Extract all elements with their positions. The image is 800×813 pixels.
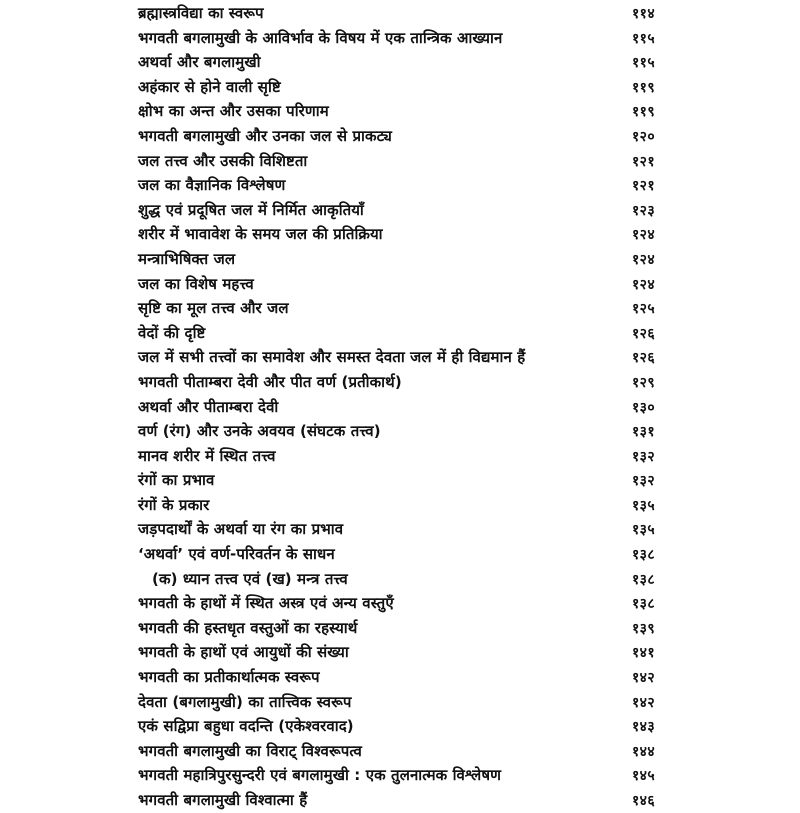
toc-entry-title: भगवती का प्रतीकार्थात्मक स्वरूप xyxy=(138,668,320,687)
toc-entry xyxy=(0,444,800,469)
toc-entry xyxy=(0,419,800,444)
toc-entry xyxy=(0,272,800,297)
toc-entry-title: वर्ण (रंग) और उनके अवयव (संघटक तत्त्व) xyxy=(138,422,381,441)
toc-entry-title: भगवती पीताम्बरा देवी और पीत वर्ण (प्रतीकार्थ) xyxy=(138,372,402,391)
toc-entry xyxy=(0,763,800,788)
toc-entry xyxy=(0,616,800,641)
toc-list xyxy=(0,1,800,813)
toc-entry xyxy=(0,788,800,813)
toc-entry-page-number: १२१ xyxy=(632,178,656,195)
toc-entry-title: भगवती के हाथों में स्थित अस्त्र एवं अन्य वस्तुएँ xyxy=(138,594,394,613)
toc-entry-title: मन्त्राभिषिक्त जल xyxy=(138,249,236,268)
toc-entry-page-number: १३५ xyxy=(632,522,656,539)
toc-entry-page-number: १४५ xyxy=(632,768,656,785)
toc-entry-title: भगवती बगलामुखी के आविर्भाव के विषय में एक तान्त्रिक आख्यान xyxy=(138,28,503,47)
toc-entry xyxy=(0,321,800,346)
toc-entry-title: ‘अथर्वा’ एवं वर्ण-परिवर्तन के साधन xyxy=(138,545,335,564)
toc-entry-title: वेदों की दृष्टि xyxy=(138,323,206,342)
toc-entry-page-number: १३० xyxy=(632,399,656,416)
toc-entry xyxy=(0,124,800,149)
toc-entry xyxy=(0,517,800,542)
toc-entry-page-number: १२३ xyxy=(632,202,656,219)
toc-entry xyxy=(0,591,800,616)
toc-entry-title: (क) ध्यान तत्त्व एवं (ख) मन्त्र तत्त्व xyxy=(152,569,348,588)
toc-entry-page-number: ११९ xyxy=(632,79,656,96)
toc-entry-page-number: ११९ xyxy=(632,104,656,121)
toc-entry-title: रंगों का प्रभाव xyxy=(138,471,215,490)
toc-entry-title: अथर्वा और बगलामुखी xyxy=(138,53,261,72)
toc-entry xyxy=(0,714,800,739)
toc-entry xyxy=(0,468,800,493)
toc-entry-page-number: १३१ xyxy=(632,424,656,441)
toc-entry-page-number: १३८ xyxy=(632,547,656,564)
toc-entry-title: जल का वैज्ञानिक विश्लेषण xyxy=(138,176,286,195)
toc-entry xyxy=(0,665,800,690)
toc-entry xyxy=(0,345,800,370)
toc-entry-title: शुद्ध एवं प्रदूषित जल में निर्मित आकृतियाँ xyxy=(138,200,364,219)
toc-entry-page-number: १४१ xyxy=(632,645,656,662)
toc-entry-title: अहंकार से होने वाली सृष्टि xyxy=(138,77,281,96)
toc-entry-title: जल तत्त्व और उसकी विशिष्टता xyxy=(138,151,308,170)
toc-entry xyxy=(0,370,800,395)
toc-entry xyxy=(0,395,800,420)
toc-entry-title: जल का विशेष महत्त्व xyxy=(138,274,254,293)
toc-entry-page-number: १२० xyxy=(632,128,656,145)
toc-entry-page-number: १४४ xyxy=(632,743,656,760)
toc-entry-page-number: ११४ xyxy=(632,6,656,22)
toc-entry-title: सृष्टि का मूल तत्त्व और जल xyxy=(138,299,289,318)
toc-entry-title: जड़पदार्थों के अथर्वा या रंग का प्रभाव xyxy=(138,520,344,539)
toc-entry xyxy=(0,640,800,665)
toc-entry-page-number: १२४ xyxy=(632,227,656,244)
toc-entry xyxy=(0,222,800,247)
toc-entry xyxy=(0,99,800,124)
toc-entry xyxy=(0,296,800,321)
toc-entry-page-number: १३९ xyxy=(632,620,656,637)
toc-entry-title: ब्रह्मास्त्रविद्या का स्वरूप xyxy=(138,4,264,22)
toc-entry-title: जल में सभी तत्त्वों का समावेश और समस्त देवता जल में ही विद्यमान हैं xyxy=(138,348,526,367)
toc-entry xyxy=(0,1,800,26)
toc-entry-page-number: १३२ xyxy=(632,448,656,465)
toc-entry-title: रंगों के प्रकार xyxy=(138,495,210,514)
toc-entry xyxy=(0,75,800,100)
toc-entry xyxy=(0,493,800,518)
toc-entry-page-number: १२६ xyxy=(632,350,656,367)
toc-entry xyxy=(0,247,800,272)
toc-entry-title: एकं सद्विप्रा बहुधा वदन्ति (एकेश्वरवाद) xyxy=(138,717,354,736)
toc-entry-page-number: १२४ xyxy=(632,251,656,268)
toc-entry xyxy=(0,567,800,592)
toc-entry-title: शरीर में भावावेश के समय जल की प्रतिक्रिया xyxy=(138,225,383,244)
toc-entry xyxy=(0,542,800,567)
toc-entry-page-number: १३२ xyxy=(632,473,656,490)
toc-entry-title: क्षोभ का अन्त और उसका परिणाम xyxy=(138,102,329,121)
toc-entry xyxy=(0,149,800,174)
toc-entry-title: भगवती के हाथों एवं आयुधों की संख्या xyxy=(138,643,349,662)
toc-entry-title: भगवती महात्रिपुरसुन्दरी एवं बगलामुखी : एक तुलनात्मक विश्लेषण xyxy=(138,766,502,785)
toc-entry-page-number: १३५ xyxy=(632,497,656,514)
toc-entry-page-number: १४२ xyxy=(632,694,656,711)
toc-entry xyxy=(0,739,800,764)
toc-entry xyxy=(0,173,800,198)
toc-entry-page-number: १३८ xyxy=(632,571,656,588)
toc-entry xyxy=(0,26,800,51)
toc-entry-title: भगवती बगलामुखी विश्वात्मा हैं xyxy=(138,791,308,809)
toc-entry-title: देवता (बगलामुखी) का तात्त्विक स्वरूप xyxy=(138,692,352,711)
toc-entry-title: मानव शरीर में स्थित तत्त्व xyxy=(138,446,276,465)
toc-entry xyxy=(0,50,800,75)
toc-entry-page-number: १४२ xyxy=(632,670,656,687)
toc-entry-title: अथर्वा और पीताम्बरा देवी xyxy=(138,397,279,416)
toc-entry-title: भगवती की हस्तधृत वस्तुओं का रहस्यार्थ xyxy=(138,618,358,637)
toc-entry-page-number: १२६ xyxy=(632,325,656,342)
toc-entry-page-number: ११५ xyxy=(632,55,656,72)
toc-entry-page-number: १२४ xyxy=(632,276,656,293)
toc-entry xyxy=(0,198,800,223)
toc-entry-title: भगवती बगलामुखी और उनका जल से प्राकट्य xyxy=(138,126,392,145)
toc-entry-page-number: १२९ xyxy=(632,374,656,391)
toc-entry-title: भगवती बगलामुखी का विराट् विश्वरूपत्व xyxy=(138,741,362,760)
toc-entry-page-number: १४३ xyxy=(632,719,656,736)
toc-entry-page-number: ११५ xyxy=(632,30,656,47)
toc-entry xyxy=(0,690,800,715)
toc-entry-page-number: १२५ xyxy=(632,301,656,318)
toc-entry-page-number: १२१ xyxy=(632,153,656,170)
toc-entry-page-number: १४६ xyxy=(632,793,656,809)
toc-entry-page-number: १३८ xyxy=(632,596,656,613)
